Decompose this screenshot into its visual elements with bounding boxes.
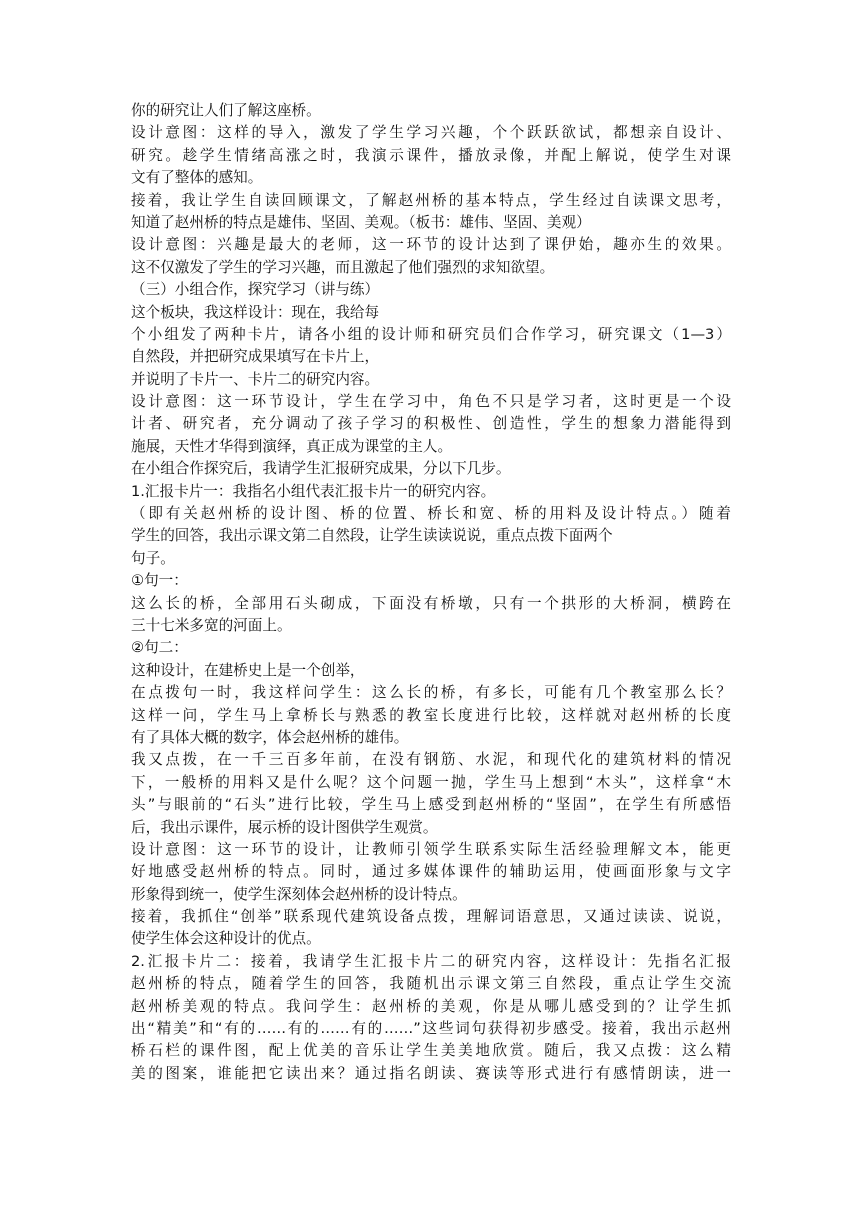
text-line: 设计意图：兴趣是最大的老师，这一环节的设计达到了课伊始，趣亦生的效果。: [131, 236, 731, 254]
text-line: 学生的回答，我出示课文第二自然段，让学生读读说说，重点点拨下面两个: [131, 527, 613, 545]
text-line: ②句二：: [131, 639, 188, 657]
text-line: 文有了整体的感知。: [131, 169, 263, 187]
text-line: 计者、研究者，充分调动了孩子学习的积极性、创造性，学生的想象力潜能得到: [131, 415, 731, 433]
text-line: 施展，天性才华得到演绎，真正成为课堂的主人。: [131, 437, 453, 455]
text-line: 这个板块，我这样设计：现在，我给每: [131, 303, 380, 321]
text-line: 并说明了卡片一、卡片二的研究内容。: [131, 370, 380, 388]
text-line: 赵州桥美观的特点。我问学生：赵州桥的美观，你是从哪儿感受到的？让学生抓: [131, 997, 731, 1015]
text-line: 知道了赵州桥的特点是雄伟、坚固、美观。（板书：雄伟、坚固、美观）: [131, 213, 591, 231]
text-line: 研究。趁学生情绪高涨之时，我演示课件，播放录像，并配上解说，使学生对课: [131, 146, 731, 164]
text-line: 出“精美”和“有的……有的……有的……”这些词句获得初步感受。接着，我出示赵州: [131, 1020, 731, 1038]
text-line: 好地感受赵州桥的特点。同时，通过多媒体课件的辅助运用，使画面形象与文字: [131, 863, 731, 881]
document-page: [131, 100, 731, 1085]
text-line: 在点拨句一时，我这样问学生：这么长的桥，有多长，可能有几个教室那么长？: [131, 684, 731, 702]
text-line: 个小组发了两种卡片，请各小组的设计师和研究员们合作学习，研究课文（1—3）: [131, 325, 731, 343]
text-line: 这不仅激发了学生的学习兴趣，而且激起了他们强烈的求知欲望。: [131, 258, 555, 276]
text-line: 接着，我抓住“创举”联系现代建筑设备点拨，理解词语意思，又通过读读、说说，: [131, 908, 731, 926]
text-line: （即有关赵州桥的设计图、桥的位置、桥长和宽、桥的用料及设计特点。）随着: [131, 505, 731, 523]
text-line: 接着，我让学生自读回顾课文，了解赵州桥的基本特点，学生经过自读课文思考，: [131, 191, 731, 209]
text-line: 三十七米多宽的河面上。: [131, 616, 292, 634]
text-line: 头”与眼前的“石头”进行比较，学生马上感受到赵州桥的“坚固”，在学生有所感悟: [131, 796, 731, 814]
text-line: 设计意图：这一环节设计，学生在学习中，角色不只是学习者，这时更是一个设: [131, 393, 731, 411]
text-line: 美的图案，谁能把它读出来？通过指名朗读、赛读等形式进行有感情朗读，进一: [131, 1064, 731, 1082]
text-line: 句子。: [131, 549, 175, 567]
text-line: 这种设计，在建桥史上是一个创举，: [131, 661, 365, 679]
text-line: 你的研究让人们了解这座桥。: [131, 102, 321, 119]
text-line: 这么长的桥，全部用石头砌成，下面没有桥墩，只有一个拱形的大桥洞，横跨在: [131, 594, 731, 612]
text-line: 后，我出示课件，展示桥的设计图供学生观赏。: [131, 818, 438, 836]
text-line: 赵州桥的特点，随着学生的回答，我随机出示课文第三自然段，重点让学生交流: [131, 975, 731, 993]
text-line: 我又点拨，在一千三百多年前，在没有钢筋、水泥，和现代化的建筑材料的情况: [131, 751, 731, 769]
text-line: 1.汇报卡片一：我指名小组代表汇报卡片一的研究内容。: [131, 482, 496, 500]
text-line: （三）小组合作，探究学习（讲与练）: [131, 281, 380, 299]
text-line: 在小组合作探究后，我请学生汇报研究成果，分以下几步。: [131, 460, 511, 478]
text-line: 桥石栏的课件图，配上优美的音乐让学生美美地欣赏。随后，我又点拨：这么精: [131, 1042, 731, 1060]
text-line: 形象得到统一，使学生深刻体会赵州桥的设计特点。: [131, 885, 467, 903]
text-line: 使学生体会这种设计的优点。: [131, 930, 321, 948]
text-line: ①句一：: [131, 572, 188, 590]
text-line: 这样一问，学生马上拿桥长与熟悉的教室长度进行比较，这样就对赵州桥的长度: [131, 706, 731, 724]
text-line: 下，一般桥的用料又是什么呢？这个问题一抛，学生马上想到“木头”，这样拿“木: [131, 773, 731, 791]
text-line: 设计意图：这一环节的设计，让教师引领学生联系实际生活经验理解文本，能更: [131, 840, 731, 858]
text-line: 2.汇报卡片二：接着，我请学生汇报卡片二的研究内容，这样设计：先指名汇报: [131, 952, 731, 970]
text-line: 自然段，并把研究成果填写在卡片上，: [131, 348, 380, 366]
text-line: 设计意图：这样的导入，激发了学生学习兴趣，个个跃跃欲试，都想亲自设计、: [131, 124, 731, 142]
text-line: 有了具体大概的数字，体会赵州桥的雄伟。: [131, 728, 409, 746]
